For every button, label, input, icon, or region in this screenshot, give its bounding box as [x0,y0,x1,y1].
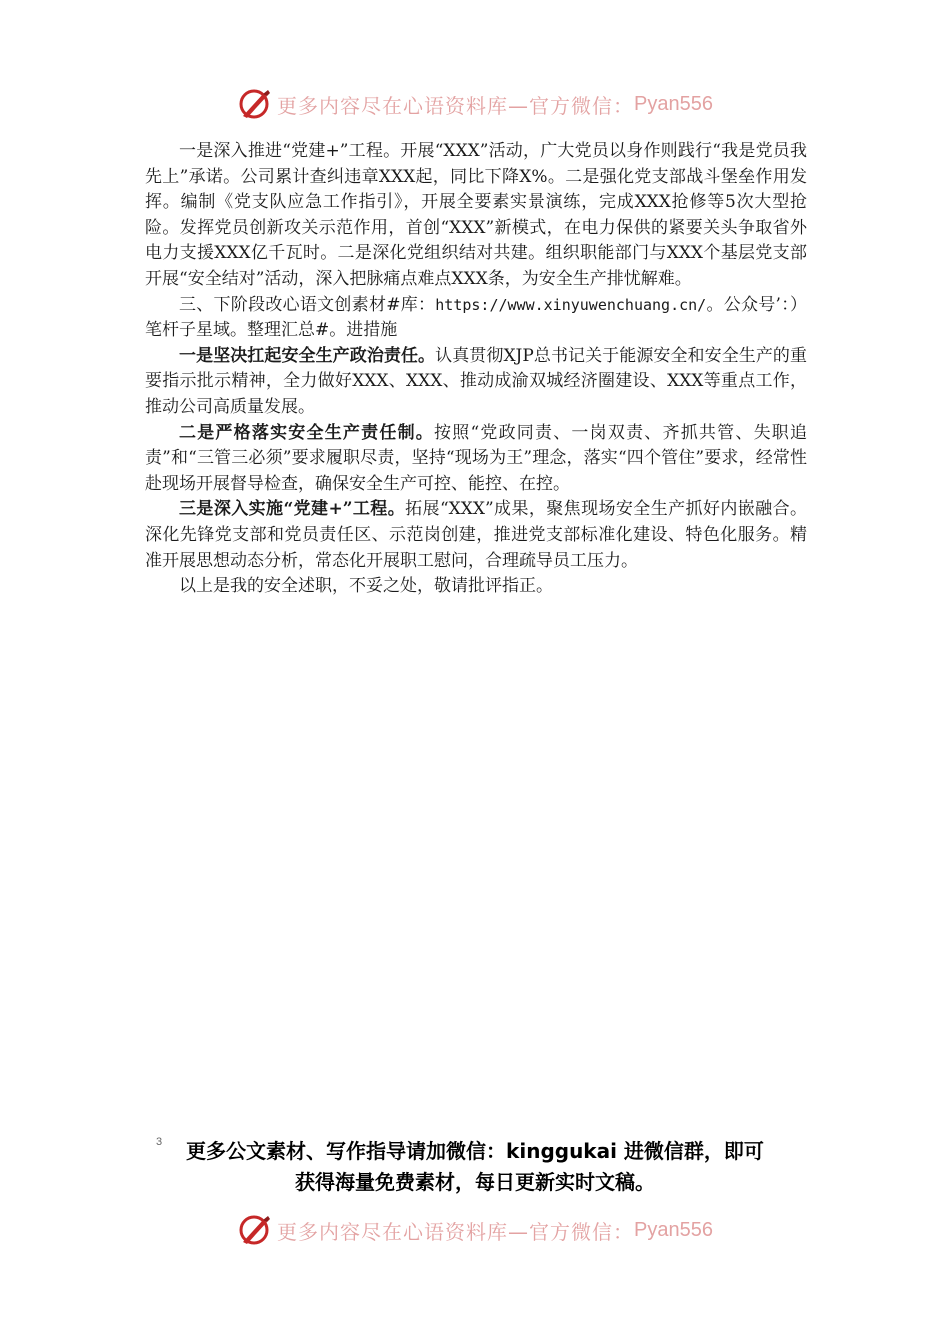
footer-banner-wechat: Pyan556 [634,1218,713,1241]
paragraph-3-text: 认真贯彻XJP总书记关于能源安全和安全生产的重要指示批示精神，全力做好XXX、XXX、推动成渝双城经济圈建设、XXX等重点工作，推动公司高质量发展。 [145,345,808,417]
header-banner-text: 更多内容尽在心语资料库—官方微信： [277,93,635,118]
pen-circle-logo-icon [237,1212,273,1248]
header-banner-wechat: Pyan556 [634,92,713,115]
paragraph-2-lead: 三、下阶段改心语文创素材#库： [179,294,436,315]
paragraph-4 [145,421,807,498]
paragraph-1: 一是深入推进“党建+”工程。开展“XXX”活动，广大党员以身作则践行“我是党员我先上”承诺。公司累计查纠违章XXX起，同比下降X%。二是强化党支部战斗堡垒作用发挥。编制《党支队应急工作指引》，开展全要素实景演练，完成XXX抢修等5次大型抢险。发挥党员创新攻关示范作用，首创“XXX”新模式，在电力保供的紧要关头争取省外电力支援XXX亿千瓦时。二是深化党组织结对共建。组织职能部门与XXX个基层党支部开展“安全结对”活动，深入把脉痛点难点XXX条，为安全生产排忧解难。 [145,141,807,289]
paragraph-5 [145,497,807,574]
document-body [145,139,807,600]
footer-watermark-banner [0,1210,950,1250]
header-watermark-banner [0,84,950,124]
paragraph-2-tail: 。公众号’：）笔杆子星域。整理汇总#。进措施 [145,294,808,341]
footer-line-2: 获得海量免费素材，每日更新实时文稿。 [295,1170,655,1194]
footer-promo [0,1136,950,1198]
paragraph-2 [145,293,807,344]
paragraph-3 [145,344,807,421]
paragraph-5-text: 拓展“XXX”成果，聚焦现场安全生产抓好内嵌融合。深化先锋党支部和党员责任区、示范岗创建，推进党支部标准化建设、特色化服务。精准开展思想动态分析，常态化开展职工慰问，合理疏导员工压力。 [145,499,807,571]
footer-banner-text: 更多内容尽在心语资料库—官方微信： [277,1219,635,1244]
paragraph-4-text: 按照“党政同责、一岗双责、齐抓共管、失职追责”和“三管三必须”要求履职尽责，坚持“现场为王”理念，落实“四个管住”要求，经常性赴现场开展督导检查，确保安全生产可控、能控、在控。 [145,422,807,494]
page-number: 3 [156,1136,163,1148]
paragraph-5-heading: 三是深入实施“党建+”工程。 [179,499,406,520]
paragraph-6: 以上是我的安全述职，不妥之处，敬请批评指正。 [179,576,553,597]
pen-circle-logo-icon [237,86,273,122]
paragraph-4-heading: 二是严格落实安全生产责任制。 [179,422,435,443]
paragraph-3-heading: 一是坚决扛起安全生产政治责任。 [179,345,436,366]
source-url: https://www.xinyuwenchuang.cn/ [435,295,707,314]
footer-line-1: 更多公文素材、写作指导请加微信：kinggukai 进微信群，即可 [186,1139,764,1163]
